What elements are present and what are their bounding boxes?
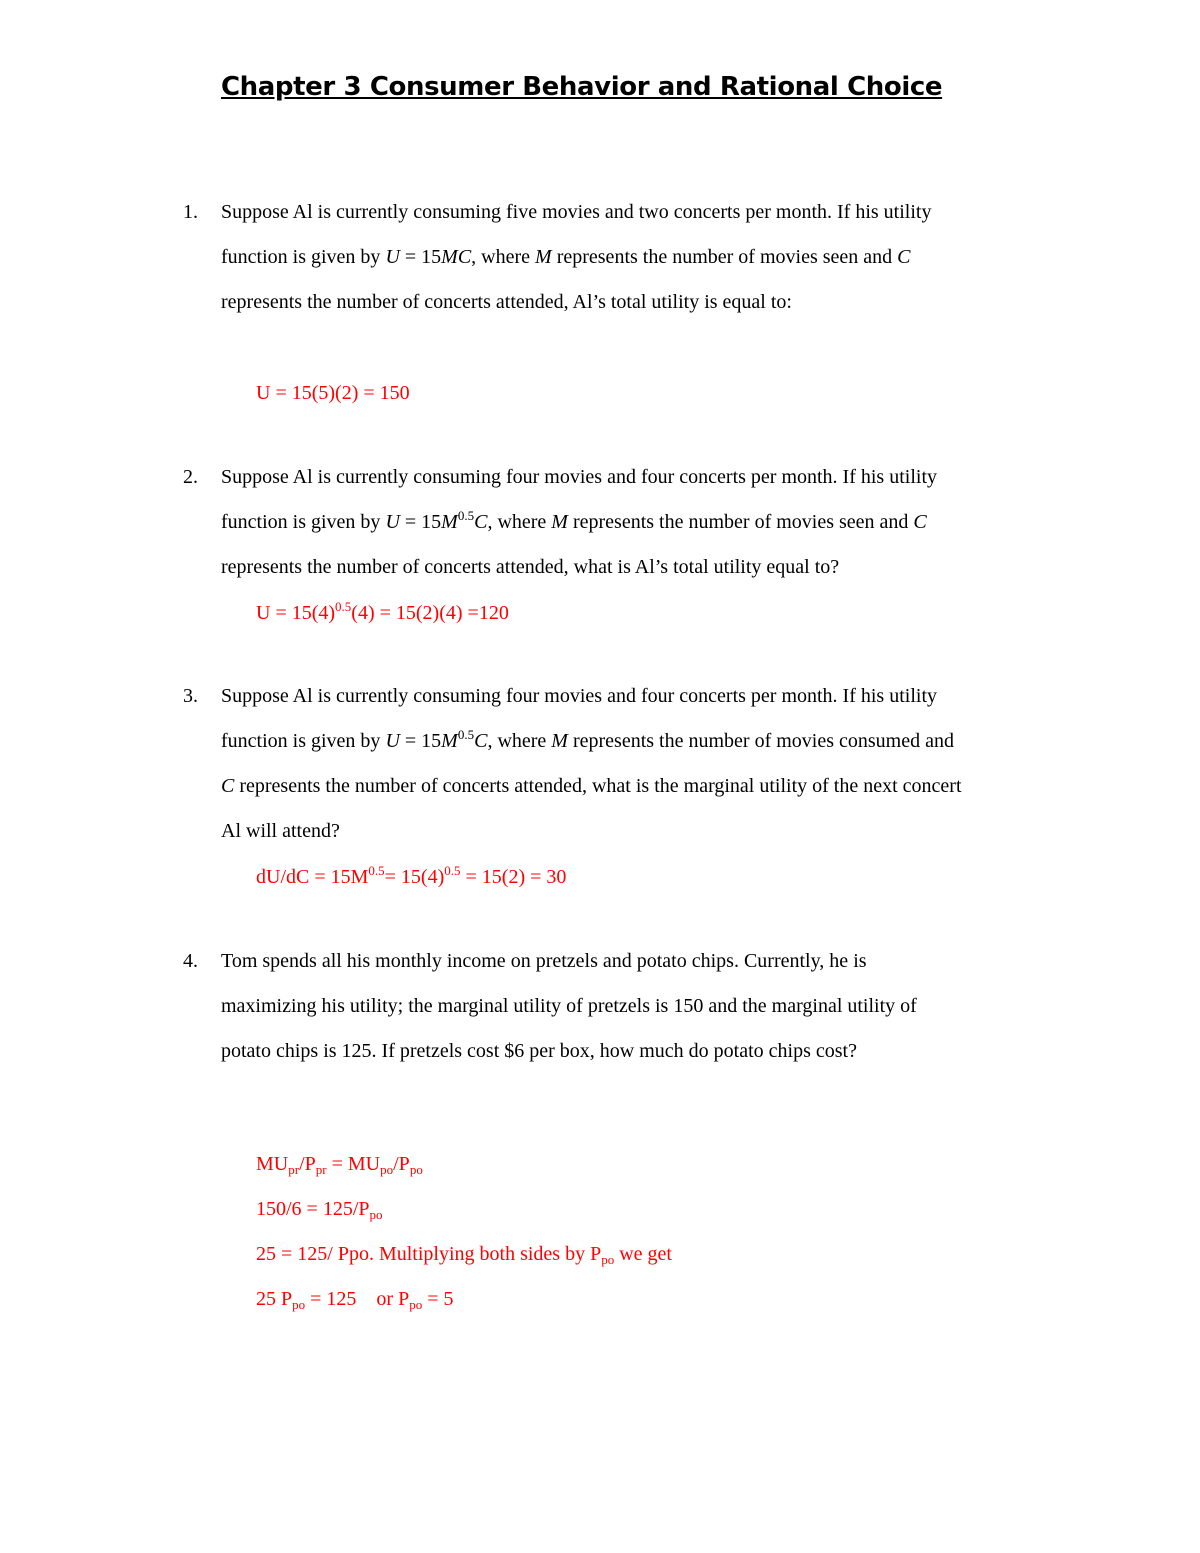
question-3-line-4: Al will attend?: [221, 820, 340, 842]
answer-3: $dU/dC = 15M^{0.5}= 15(4)^{0.5} = 15(2) = 30$: [256, 863, 567, 888]
page-title: Chapter 3 Consumer Behavior and Rational Choice: [221, 72, 943, 102]
question-1-line-1: Suppose Al is currently consuming five movies and two concerts per month. If his utility: [221, 201, 932, 223]
question-2-line-3: represents the number of concerts attended, what is Al’s total utility equal to?: [221, 556, 840, 578]
question-3-number: 3.: [183, 685, 198, 707]
question-4-number: 4.: [183, 950, 198, 972]
answer-2: $U = 15(4)^{0.5}(4) = 15(2)(4) =120$: [256, 599, 509, 624]
question-2-number: 2.: [183, 466, 198, 488]
answer-4-line-4: 25 $P_{po} = 125$ or $P_{po} = 5$: [256, 1288, 454, 1312]
question-3-line-1: Suppose Al is currently consuming four movies and four concerts per month. If his utility: [221, 685, 937, 707]
question-2-line-2: function is given by $U = 15M^{0.5}C$, where M represents the number of movies seen and C: [221, 508, 927, 533]
question-1-line-2: function is given by U = 15MC, where M represents the number of movies seen and C: [221, 246, 911, 268]
question-4-line-3: potato chips is 125. If pretzels cost $6 per box, how much do potato chips cost?: [221, 1040, 857, 1062]
question-3-line-2: function is given by $U = 15M^{0.5}C$, where M represents the number of movies consumed and: [221, 727, 954, 752]
answer-4-line-3: 25 = 125/ Ppo. Multiplying both sides by $P_{po}$ we get: [256, 1243, 672, 1267]
question-2-line-1: Suppose Al is currently consuming four movies and four concerts per month. If his utility: [221, 466, 937, 488]
question-1-number: 1.: [183, 201, 198, 223]
question-4-line-2: maximizing his utility; the marginal utility of pretzels is 150 and the marginal utility of: [221, 995, 917, 1017]
answer-4-line-1: $MU_{pr}/P_{pr} = MU_{po}/P_{po}$: [256, 1153, 423, 1177]
answer-1: U = 15(5)(2) = 150: [256, 382, 410, 404]
question-3-line-3: C represents the number of concerts attended, what is the marginal utility of the next concert: [221, 775, 962, 797]
question-1-line-3: represents the number of concerts attended, Al’s total utility is equal to:: [221, 291, 792, 313]
question-4-line-1: Tom spends all his monthly income on pretzels and potato chips. Currently, he is: [221, 950, 867, 972]
answer-4-line-2: $150/6 = 125/P_{po}$: [256, 1198, 383, 1222]
